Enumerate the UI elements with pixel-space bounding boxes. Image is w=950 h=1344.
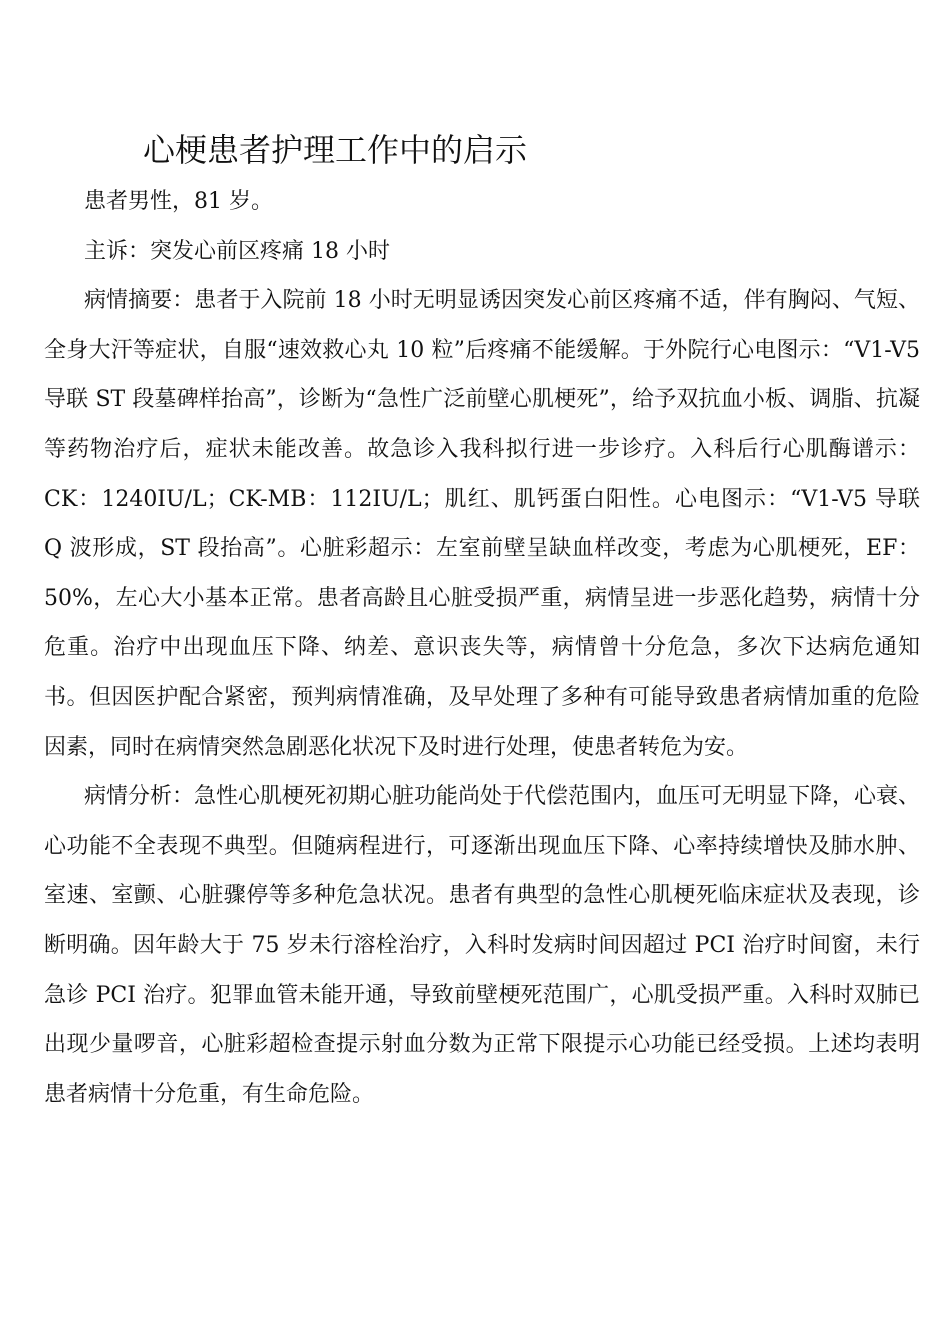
chief-complaint-paragraph: 主诉：突发心前区疼痛 18 小时 xyxy=(84,238,390,264)
case-analysis-paragraph: 病情分析：急性心肌梗死初期心脏功能尚处于代偿范围内，血压可无明显下降，心衰、心功能不全表现不典型。但随病程进行，可逐渐出现血压下降、心率持续增快及肺水肿、室速、室颤、心脏骤停等多种危急状况。患者有典型的急性心肌梗死临床症状及表现，诊断明确。因年龄大于 75 岁未行溶栓治疗，入科时发病时间因超过 PCI 治疗时间窗，未行急诊 PCI 治疗。犯罪血管未能开通，导致前壁梗死范围广，心肌受损严重。入科时双肺已出现少量啰音，心脏彩超检查提示射血分数为正常下限提示心功能已经受损。上述均表明患者病情十分危重，有生命危险。 xyxy=(44,784,921,1107)
document-title: 心梗患者护理工作中的启示 xyxy=(143,131,528,169)
document-body xyxy=(44,177,920,1119)
patient-info-paragraph: 患者男性，81 岁。 xyxy=(84,189,273,214)
case-summary-paragraph: 病情摘要：患者于入院前 18 小时无明显诱因突发心前区疼痛不适，伴有胸闷、气短、全身大汗等症状，自服“速效救心丸 10 粒”后疼痛不能缓解。于外院行心电图示：“V1-V5 导联 ST 段墓碑样抬高”，诊断为“急性广泛前壁心肌梗死”，给予双抗血小板、调脂、抗凝等药物治疗后，症状未能改善。故急诊入我科拟行进一步诊疗。入科后行心肌酶谱示：CK：1240IU/L；CK-MB：112IU/L；肌红、肌钙蛋白阳性。心电图示：“V1-V5 导联 Q 波形成，ST 段抬高”。心脏彩超示：左室前壁呈缺血样改变，考虑为心肌梗死，EF：50%，左心大小基本正常。患者高龄且心脏受损严重，病情呈进一步恶化趋势，病情十分危重。治疗中出现血压下降、纳差、意识丧失等，病情曾十分危急，多次下达病危通知书。但因医护配合紧密，预判病情准确，及早处理了多种有可能导致患者病情加重的危险因素，同时在病情突然急剧恶化状况下及时进行处理，使患者转危为安。 xyxy=(44,288,920,760)
